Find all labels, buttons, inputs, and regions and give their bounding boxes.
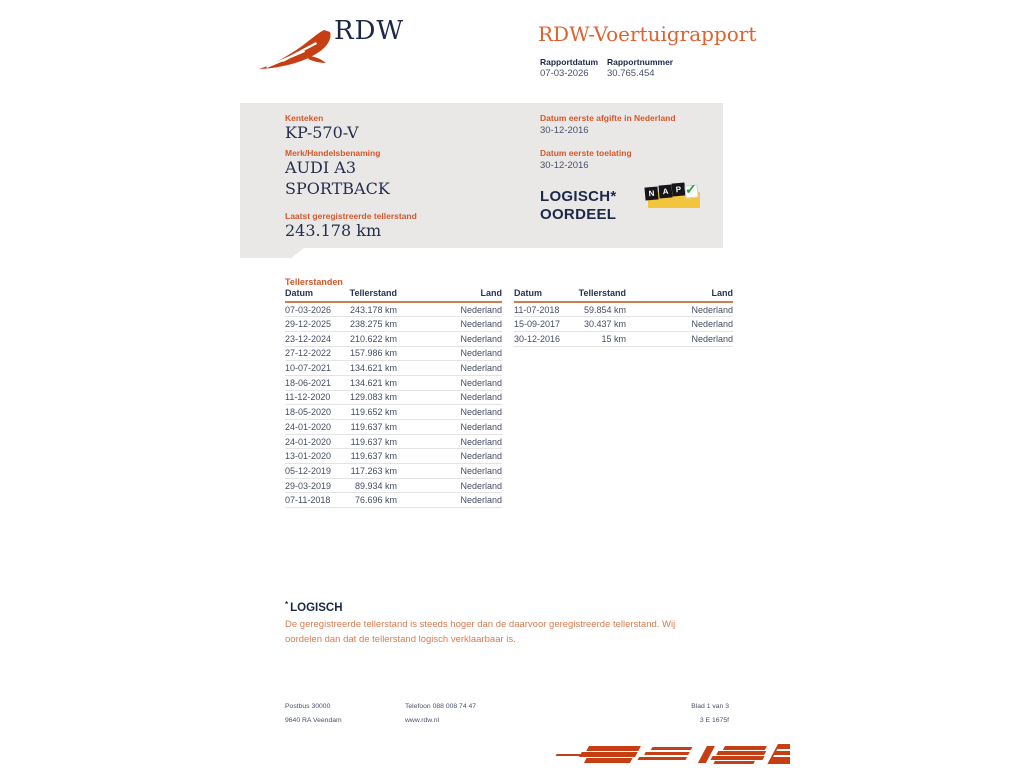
- verdict-text: [540, 188, 617, 224]
- meter-reading-row: [514, 302, 733, 317]
- meter-reading-row: [285, 464, 502, 479]
- col-header-datum: Datum: [285, 288, 349, 302]
- footer-paging: [629, 700, 729, 728]
- first-admission-label: Datum eerste toelating: [540, 148, 632, 158]
- reading-odometer: 238.275 km: [349, 317, 397, 332]
- reading-odometer: 157.986 km: [349, 346, 397, 361]
- meter-reading-row: [285, 478, 502, 493]
- reading-date: 05-12-2019: [285, 464, 349, 479]
- reading-country: Nederland: [397, 317, 502, 332]
- footer-address-line2: 9640 RA Veendam: [285, 717, 342, 724]
- merk-value-line2: SPORTBACK: [285, 179, 390, 198]
- meter-reading-row: [285, 493, 502, 508]
- first-admission-value: 30-12-2016: [540, 160, 589, 171]
- footer-page-number: Blad 1 van 3: [691, 703, 729, 710]
- reading-odometer: 119.637 km: [349, 434, 397, 449]
- reading-odometer: 134.621 km: [349, 375, 397, 390]
- footer-contact: [405, 700, 476, 728]
- reading-odometer: 117.263 km: [349, 464, 397, 479]
- reading-odometer: 30.437 km: [578, 317, 626, 332]
- col-header-tellerstand: Tellerstand: [349, 288, 397, 302]
- reading-country: Nederland: [397, 449, 502, 464]
- kenteken-label: Kenteken: [285, 113, 324, 123]
- footer-form-code: 3 E 1675f: [699, 717, 729, 724]
- reading-date: 13-01-2020: [285, 449, 349, 464]
- reading-country: Nederland: [397, 420, 502, 435]
- reading-country: Nederland: [397, 493, 502, 508]
- last-odometer-value: 243.178 km: [285, 221, 382, 240]
- reading-date: 15-09-2017: [514, 317, 578, 332]
- reading-date: 11-07-2018: [514, 302, 578, 317]
- reading-odometer: 15 km: [578, 331, 626, 346]
- table-header-row: [285, 288, 502, 302]
- readings-table-left: [285, 288, 502, 508]
- rdw-wing-logo-icon: [258, 28, 334, 72]
- meter-reading-row: [514, 331, 733, 346]
- reading-date: 29-12-2025: [285, 317, 349, 332]
- meter-reading-row: [285, 361, 502, 376]
- footer-phone: Telefoon 088 008 74 47: [405, 703, 477, 710]
- meter-reading-row: [285, 331, 502, 346]
- reading-odometer: 59.854 km: [578, 302, 626, 317]
- first-issue-label: Datum eerste afgifte in Nederland: [540, 113, 676, 123]
- col-header-tellerstand: Tellerstand: [578, 288, 626, 302]
- reading-date: 18-06-2021: [285, 375, 349, 390]
- reading-odometer: 119.637 km: [349, 420, 397, 435]
- reading-date: 24-01-2020: [285, 434, 349, 449]
- page-title: RDW-Voertuigrapport: [538, 22, 757, 46]
- col-header-land: Land: [626, 288, 733, 302]
- nap-logo: [645, 183, 705, 211]
- report-number-value: 30.765.454: [607, 68, 655, 79]
- reading-country: Nederland: [397, 405, 502, 420]
- footer-website: www.rdw.nl: [405, 717, 439, 724]
- reading-country: Nederland: [397, 346, 502, 361]
- meter-reading-row: [285, 317, 502, 332]
- reading-date: 18-05-2020: [285, 405, 349, 420]
- readings-table-title: Tellerstanden: [285, 277, 343, 287]
- reading-odometer: 134.621 km: [349, 361, 397, 376]
- meter-reading-row: [285, 346, 502, 361]
- reading-country: Nederland: [626, 317, 733, 332]
- footer-address-line1: Postbus 30000: [285, 703, 331, 710]
- verdict-line1: LOGISCH*: [540, 188, 617, 205]
- report-number-label: Rapportnummer: [607, 57, 674, 67]
- reading-date: 30-12-2016: [514, 331, 578, 346]
- table-header-row: [514, 288, 733, 302]
- merk-label: Merk/Handelsbenaming: [285, 148, 381, 158]
- reading-country: Nederland: [397, 331, 502, 346]
- meter-reading-row: [285, 434, 502, 449]
- rdw-speedlines-graphic-icon: [550, 744, 790, 768]
- reading-date: 07-03-2026: [285, 302, 349, 317]
- note-body: De geregistreerde tellerstand is steeds hoger dan de daarvoor geregistreerde tellerstand. Wij oordelen dan dat de tellerstand logisch verklaarbaar is.: [285, 619, 676, 645]
- reading-country: Nederland: [397, 434, 502, 449]
- vehicle-summary-box-tail: [240, 248, 304, 258]
- reading-odometer: 119.652 km: [349, 405, 397, 420]
- reading-country: Nederland: [626, 331, 733, 346]
- reading-odometer: 243.178 km: [349, 302, 397, 317]
- footer-address: [285, 700, 342, 728]
- merk-value-line1: AUDI A3: [285, 158, 357, 177]
- nap-letter-a: A: [658, 184, 672, 198]
- last-odometer-label: Laatst geregistreerde tellerstand: [285, 211, 417, 221]
- reading-odometer: 129.083 km: [349, 390, 397, 405]
- reading-date: 10-07-2021: [285, 361, 349, 376]
- reading-date: 23-12-2024: [285, 331, 349, 346]
- reading-date: 29-03-2019: [285, 478, 349, 493]
- readings-table-right-body: [514, 302, 733, 346]
- meter-reading-row: [285, 302, 502, 317]
- first-issue-value: 30-12-2016: [540, 125, 589, 136]
- report-date-value: 07-03-2026: [540, 68, 589, 79]
- report-date-label: Rapportdatum: [540, 57, 599, 67]
- kenteken-value: KP-570-V: [285, 123, 359, 142]
- meter-reading-row: [285, 405, 502, 420]
- meter-reading-row: [285, 390, 502, 405]
- meter-reading-row: [285, 449, 502, 464]
- note-asterisk: *: [285, 600, 289, 609]
- reading-date: 27-12-2022: [285, 346, 349, 361]
- readings-table-left-body: [285, 302, 502, 508]
- reading-country: Nederland: [397, 302, 502, 317]
- reading-odometer: 76.696 km: [349, 493, 397, 508]
- meter-reading-row: [514, 317, 733, 332]
- reading-country: Nederland: [397, 390, 502, 405]
- reading-date: 07-11-2018: [285, 493, 349, 508]
- nap-letter-n: N: [644, 186, 658, 200]
- nap-letter-p: P: [671, 182, 685, 196]
- reading-country: Nederland: [397, 361, 502, 376]
- reading-country: Nederland: [397, 464, 502, 479]
- note-title-text: LOGISCH: [290, 602, 343, 614]
- readings-table-right: [514, 288, 733, 347]
- col-header-datum: Datum: [514, 288, 578, 302]
- reading-country: Nederland: [397, 375, 502, 390]
- col-header-land: Land: [397, 288, 502, 302]
- reading-country: Nederland: [397, 478, 502, 493]
- note-title: [285, 600, 343, 614]
- reading-odometer: 119.637 km: [349, 449, 397, 464]
- reading-odometer: 210.622 km: [349, 331, 397, 346]
- meter-reading-row: [285, 420, 502, 435]
- meter-reading-row: [285, 375, 502, 390]
- reading-odometer: 89.934 km: [349, 478, 397, 493]
- verdict-line2: OORDEEL: [540, 206, 617, 223]
- reading-country: Nederland: [626, 302, 733, 317]
- rdw-logo-text: RDW: [334, 16, 405, 46]
- nap-check-icon: ✓: [685, 181, 697, 197]
- reading-date: 24-01-2020: [285, 420, 349, 435]
- reading-date: 11-12-2020: [285, 390, 349, 405]
